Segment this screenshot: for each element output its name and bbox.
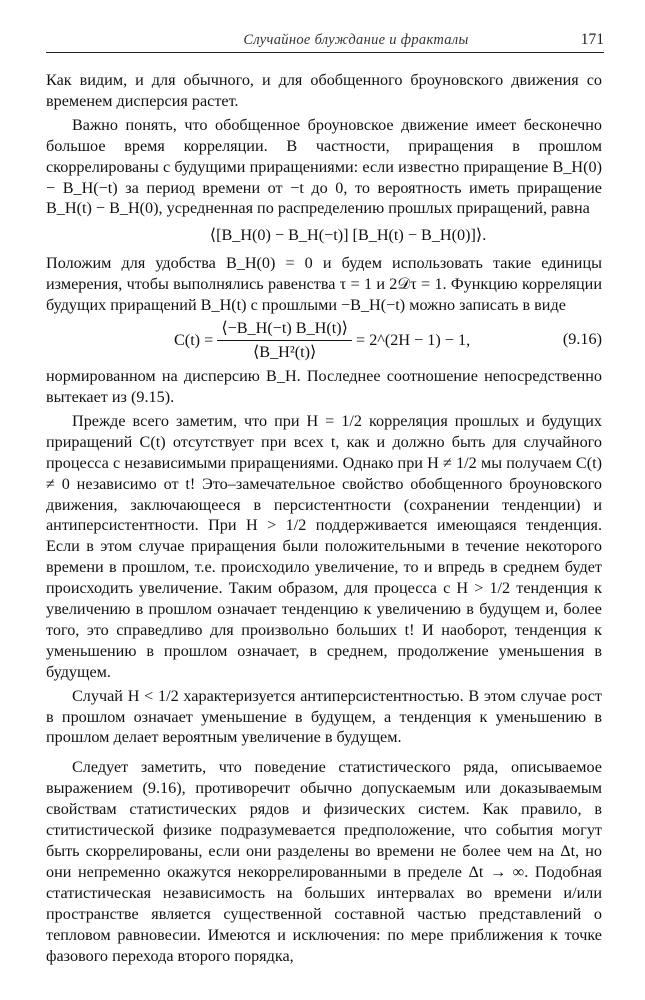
page-number: 171 <box>580 31 604 48</box>
running-title: Случайное блуждание и фракталы <box>243 32 469 48</box>
paragraph-3: Положим для удобства B_H(0) = 0 и будем использовать такие единицы измерения, чтобы выполнялись равенства τ = 1 и 2𝒟τ = 1. Функцию корреляции будущих приращений B_H(t) с прошлыми −B_H(−t) можно записать в виде <box>46 254 602 315</box>
formula-1-text: ⟨[B_H(0) − B_H(−t)] [B_H(t) − B_H(0)]⟩. <box>209 226 487 245</box>
paragraph-1: Как видим, и для обычного, и для обобщенного броуновского движения со временем дисперсия растет. <box>46 71 602 110</box>
paragraph-2: Важно понять, что обобщенное броуновское движение имеет бесконечно большое время корреляции. В частности, приращения в прошлом скоррелированы с будущими приращениями: если известно приращение B_H(0) − B_H(−t) за период времени от −t до 0, то вероятность иметь приращение B_H(t) − B_H(0), усредненная по распределению прошлых приращений, равна <box>46 115 602 218</box>
formula-9-16 <box>46 318 602 362</box>
paragraph-7: Следует заметить, что поведение статистического ряда, описываемое выражением (9.16), противоречит обычно допускаемым или доказываемым свойствам статистических рядов и физических систем. Как правило, в ститистической физике подразумевается предположение, что события могут быть скоррелированы, если они разделены во времени не более чем на Δt, но они непременно окажутся некоррелированными в пределе Δt → ∞. Подобная статистическая независимость на больших интервалах во времени и/или пространстве является существенной составной частью представлений о тепловом равновесии. Имеются и исключения: по мере приближения к точке фазового перехода второго порядка, <box>46 758 602 965</box>
paragraph-4: нормированном на дисперсию B_H. Последнее соотношение непосредственно вытекает из (9.15). <box>46 367 602 406</box>
formula-2-rhs: = 2^(2H − 1) − 1, <box>356 331 471 350</box>
body-text <box>46 70 602 966</box>
formula-2-lhs: C(t) = <box>174 331 214 350</box>
formula-2-fraction <box>217 318 352 363</box>
paragraph-5: Прежде всего заметим, что при H = 1/2 корреляция прошлых и будущих приращений C(t) отсутствует при всех t, как и должно быть для случайного процесса с независимыми приращениями. Однако при H ≠ 1/2 мы получаем C(t) ≠ 0 независимо от t! Это–замечательное свойство обобщенного броуновского движения, заключающееся в персистентности (сохранении тенденции) и антиперсистентности. При H > 1/2 поддерживается имеющаяся тенденция. Если в этом случае приращения были положительными в течение некоторого времени в прошлом, т.е. происходило увеличение, то и впредь в среднем будет происходить увеличение. Таким образом, для процесса с H > 1/2 тенденция к увеличению в прошлом означает тенденцию к увеличению в будущем и, более того, это справедливо для произвольно больших t! И наоборот, тенденция к уменьшению в прошлом означает, в среднем, продолжение уменьшения в будущем. <box>46 411 602 681</box>
running-header <box>46 30 604 53</box>
formula-correlation-average <box>46 225 602 247</box>
paragraph-6: Случай H < 1/2 характеризуется антиперсистентностью. В этом случае рост в прошлом означает уменьшение в будущем, а тенденция к уменьшению в прошлом делает вероятным увеличение в будущем. <box>46 686 602 747</box>
formula-2-numerator: ⟨−B_H(−t) B_H(t)⟩ <box>217 318 352 341</box>
equation-number: (9.16) <box>562 330 602 349</box>
formula-2-denominator: ⟨B_H²(t)⟩ <box>252 342 317 361</box>
